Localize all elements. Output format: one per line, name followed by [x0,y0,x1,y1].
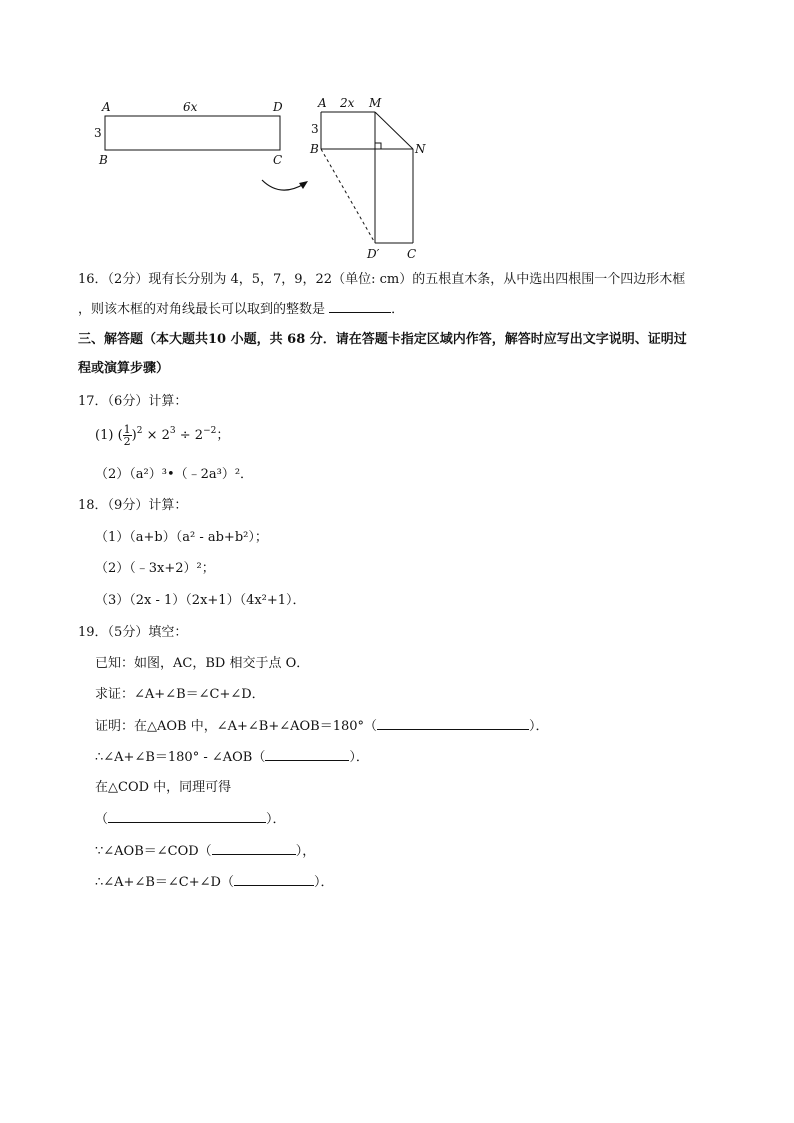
right-label-dprime: D′ [367,247,380,261]
right-label-top: 2x [340,96,355,110]
q19-proof-step4: （ ）． [95,812,286,827]
q17-part1: (1) ( $\frac{1}{2}$ )$^2 \times 2^3 \div 2^{-2}$； [95,423,230,448]
q18-part2: （2）（﹣3x+2）²； [95,561,215,576]
right-label-a: A [318,96,327,110]
q19-blank2[interactable] [265,748,349,761]
q19-proof-step3: 在△COD 中，同理可得 [95,780,232,795]
q19-proof-step1: 证明：在△AOB 中，∠A+∠B+∠AOB＝180°（ ）． [95,719,549,734]
q16-line2-end: ． [391,302,405,317]
arrow-head-icon [299,181,308,189]
q19-proof-step6: ∴∠A+∠B＝∠C+∠D（ ）． [95,875,334,890]
q16-line2 [78,300,404,319]
fold-arrow [262,180,304,190]
q19-blank1[interactable] [377,717,529,730]
right-label-n: N [415,142,426,156]
q19-prove: 求证：∠A+∠B＝∠C+∠D． [95,687,265,702]
left-label-side: 3 [94,126,102,140]
geometry-figure [0,0,794,270]
right-label-b: B [310,142,319,156]
q19-header: 19．（5分）填空： [78,625,188,640]
left-label-top: 6x [183,100,198,114]
q18-header: 18．（9分）计算： [78,498,188,513]
left-label-a: A [102,100,111,114]
q17-fraction: $\frac{1}{2}$ [123,423,131,448]
left-label-b: B [99,153,108,167]
q16-answer-blank[interactable] [329,300,391,313]
q16-line2-text: ，则该木框的对角线最长可以取到的整数是 [78,302,326,317]
left-label-d: D [273,100,283,114]
right-label-side: 3 [311,122,319,136]
q17-header: 17．（6分）计算： [78,394,188,409]
q16-line1: 16．（2分）现有长分别为 4，5，7，9，22（单位: cm）的五根直木条，从中选出四根围一个四边形木框 [78,272,686,287]
q19-given: 已知：如图，AC，BD 相交于点 O． [95,656,310,671]
q18-part1: （1）（a+b）（a² - ab+b²）； [95,530,268,545]
q18-part3: （3）（2x - 1）（2x+1）（4x²+1）． [95,593,306,608]
q19-proof-step2: ∴∠A+∠B＝180° - ∠AOB（ ）． [95,750,369,765]
q19-blank4[interactable] [212,842,296,855]
q17-part2: （2）（a²）³•（﹣2a³）²． [95,467,254,482]
q17-part1-number: (1) [95,428,114,443]
right-figure [321,112,413,243]
right-label-m: M [369,96,382,110]
section3-heading-cont: 程或演算步骤） [78,361,170,376]
q19-blank3[interactable] [108,810,266,823]
q19-blank5[interactable] [234,873,314,886]
right-label-c: C [407,247,417,261]
section3-heading: 三、解答题（本大题共10 小题，共 68 分．请在答题卡指定区域内作答，解答时应写出文字说明、证明过 [78,332,687,347]
q19-proof-step5: ∵∠AOB＝∠COD（ ）， [95,844,316,859]
left-label-c: C [273,153,283,167]
left-rectangle [105,116,280,150]
